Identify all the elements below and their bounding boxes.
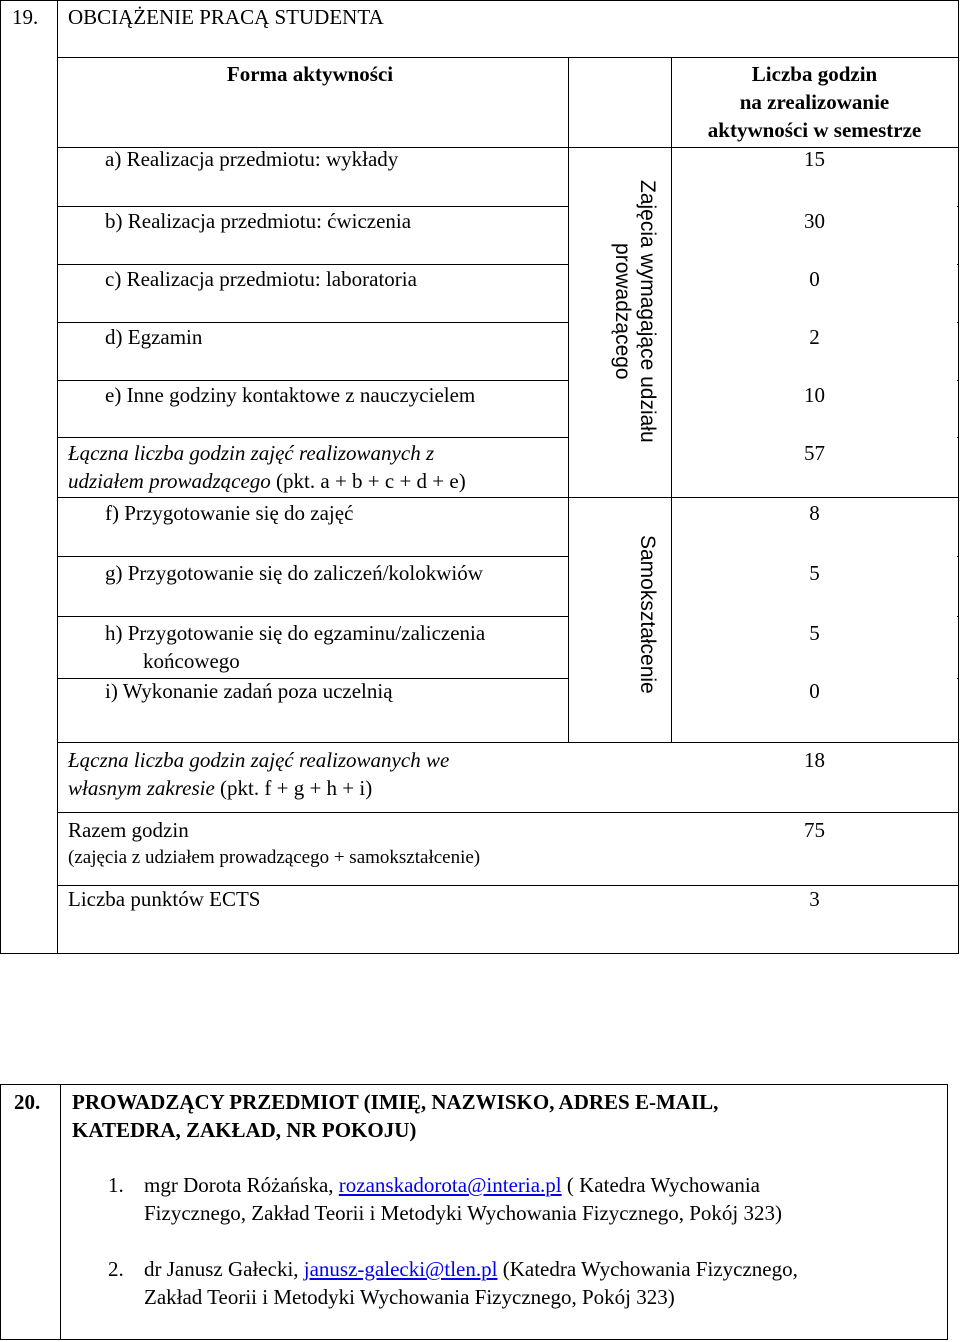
total-self-line2: własnym zakresie (pkt. f + g + h + i) bbox=[68, 776, 373, 800]
row-value-e: 10 bbox=[804, 383, 825, 407]
total-all-line1: Razem godzin bbox=[68, 818, 189, 842]
row-value-a: 15 bbox=[804, 147, 825, 171]
person-1-line1: mgr Dorota Różańska, rozanskadorota@interia.pl ( Katedra Wychowania bbox=[144, 1173, 760, 1197]
person-1-num: 1. bbox=[108, 1173, 124, 1197]
row-value-b: 30 bbox=[804, 209, 825, 233]
ects-value: 3 bbox=[809, 887, 820, 911]
section-20-title-line2: KATEDRA, ZAKŁAD, NR POKOJU) bbox=[72, 1118, 417, 1142]
col-header-hours: Liczba godzin na zrealizowanie aktywności w semestrze bbox=[707, 62, 922, 142]
group-label-self: Samokształcenie bbox=[636, 535, 659, 694]
total-all-value: 75 bbox=[804, 818, 825, 842]
total-contact-line2: udziałem prowadzącego (pkt. a + b + c + d + e) bbox=[68, 469, 466, 493]
row-label-c: c) Realizacja przedmiotu: laboratoria bbox=[105, 267, 417, 291]
row-label-a: a) Realizacja przedmiotu: wykłady bbox=[105, 147, 399, 171]
section-title: OBCIĄŻENIE PRACĄ STUDENTA bbox=[68, 5, 384, 29]
row-label-d: d) Egzamin bbox=[105, 325, 203, 349]
row-label-g: g) Przygotowanie się do zaliczeń/kolokwiów bbox=[105, 561, 483, 585]
total-self-value: 18 bbox=[804, 748, 825, 772]
row-value-h: 5 bbox=[809, 621, 820, 645]
person-2-line2: Zakład Teorii i Metodyki Wychowania Fizycznego, Pokój 323) bbox=[144, 1285, 675, 1309]
row-value-f: 8 bbox=[809, 501, 820, 525]
section-number: 19. bbox=[12, 5, 39, 29]
row-label-h-line2: końcowego bbox=[143, 649, 240, 673]
row-value-d: 2 bbox=[809, 325, 820, 349]
row-value-g: 5 bbox=[809, 561, 820, 585]
col-header-form: Forma aktywności bbox=[226, 62, 394, 86]
row-label-h: h) Przygotowanie się do egzaminu/zaliczenia bbox=[105, 621, 486, 645]
section-20-number: 20. bbox=[14, 1090, 41, 1114]
ects-label: Liczba punktów ECTS bbox=[68, 887, 261, 911]
section-20-title-line1: PROWADZĄCY PRZEDMIOT (IMIĘ, NAZWISKO, ADRES E-MAIL, bbox=[72, 1090, 719, 1114]
row-label-i: i) Wykonanie zadań poza uczelnią bbox=[105, 679, 393, 703]
person-1-email-link[interactable]: rozanskadorota@interia.pl bbox=[338, 1173, 562, 1197]
total-all-line2: (zajęcia z udziałem prowadzącego + samokształcenie) bbox=[68, 847, 481, 868]
row-value-c: 0 bbox=[809, 267, 820, 291]
total-contact-value: 57 bbox=[804, 441, 825, 465]
row-label-f: f) Przygotowanie się do zajęć bbox=[105, 501, 354, 525]
row-label-b: b) Realizacja przedmiotu: ćwiczenia bbox=[105, 209, 412, 233]
person-2-num: 2. bbox=[108, 1257, 124, 1281]
total-contact-line1: Łączna liczba godzin zajęć realizowanych z bbox=[68, 441, 435, 465]
person-2-line1: dr Janusz Gałecki, janusz-galecki@tlen.pl (Katedra Wychowania Fizycznego, bbox=[144, 1257, 798, 1281]
group-label-contact: Zajęcia wymagające udziału prowadzącego bbox=[611, 180, 659, 443]
row-label-e: e) Inne godziny kontaktowe z nauczycielem bbox=[105, 383, 476, 407]
person-1-line2: Fizycznego, Zakład Teorii i Metodyki Wychowania Fizycznego, Pokój 323) bbox=[144, 1201, 783, 1225]
row-value-i: 0 bbox=[809, 679, 820, 703]
person-2-email-link[interactable]: janusz-galecki@tlen.pl bbox=[303, 1257, 498, 1281]
total-self-line1: Łączna liczba godzin zajęć realizowanych we bbox=[68, 748, 450, 772]
